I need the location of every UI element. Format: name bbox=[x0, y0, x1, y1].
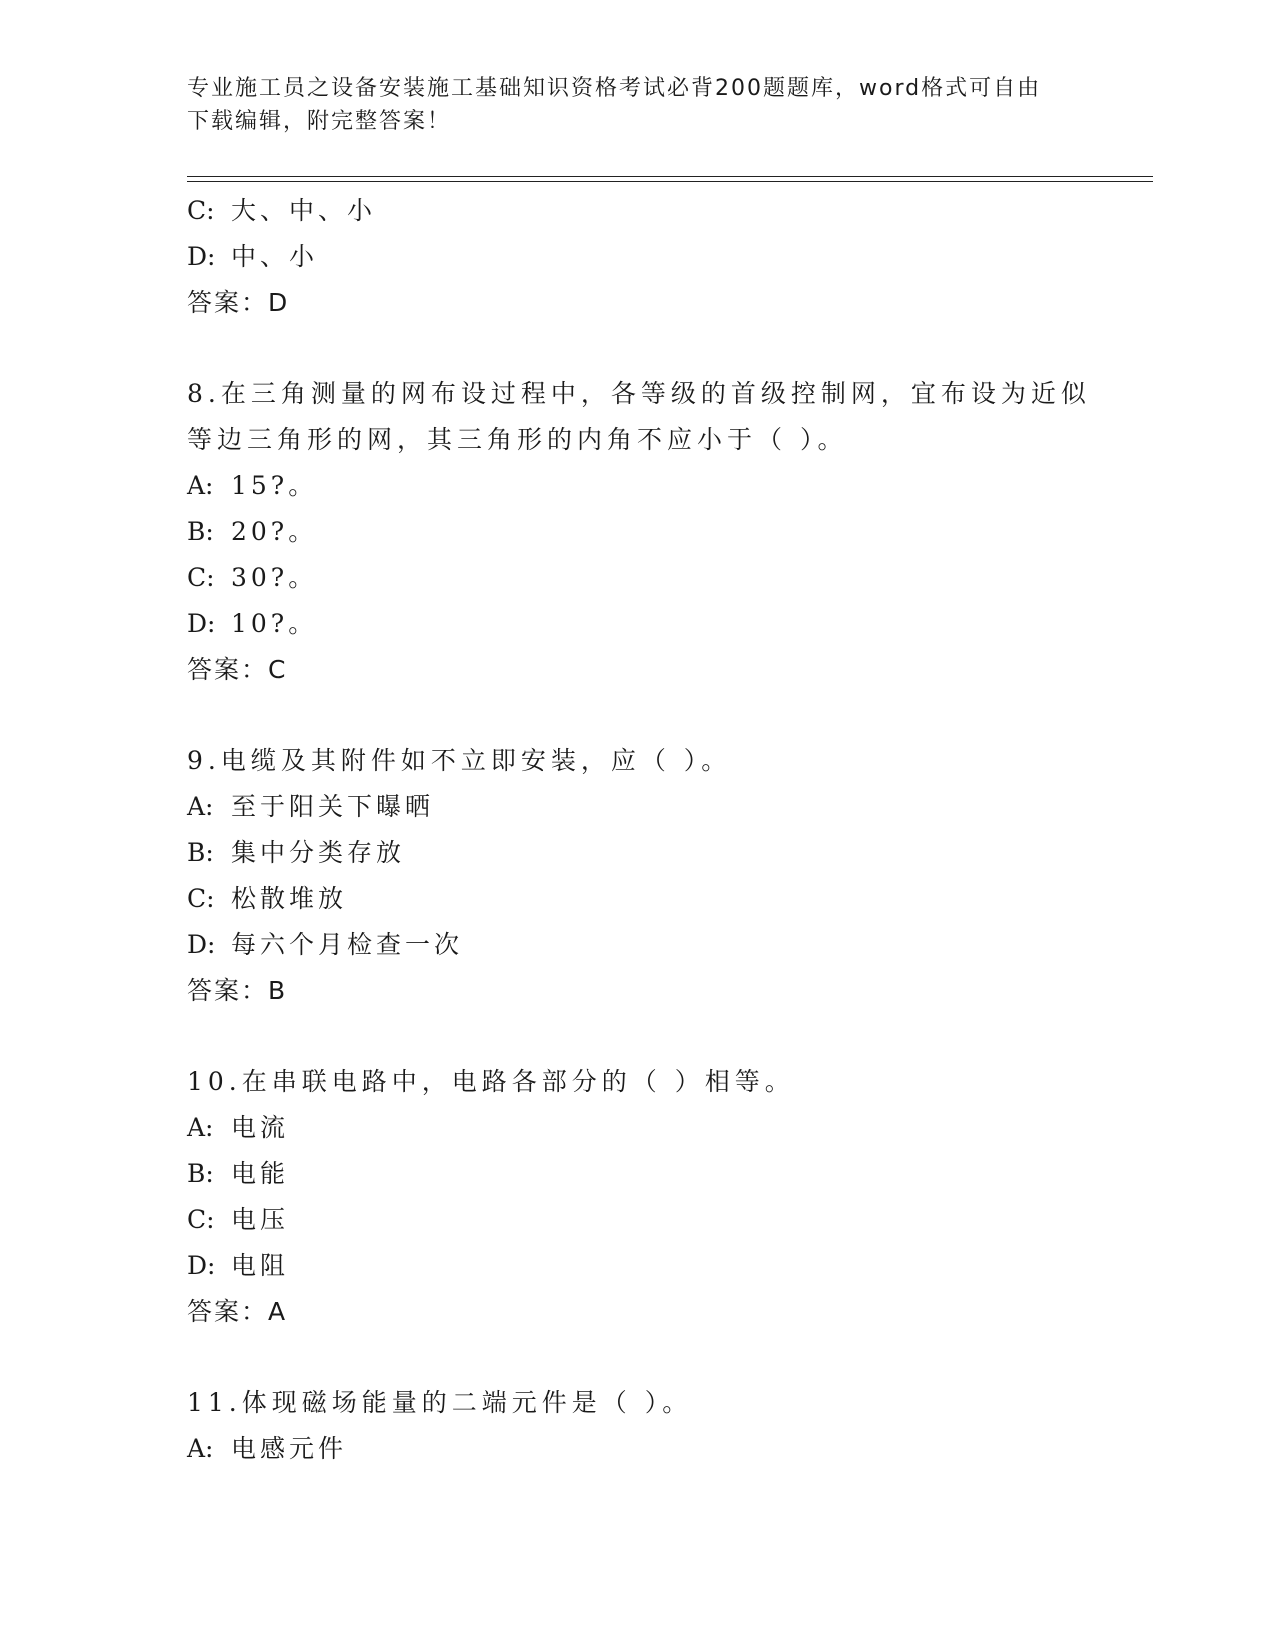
question-stem-line-1: 11.体现磁场能量的二端元件是（ ）。 bbox=[187, 1388, 693, 1417]
question-block-10 bbox=[187, 1059, 1067, 1335]
option-key: A: bbox=[187, 1113, 214, 1142]
option-text: 集中分类存放 bbox=[231, 838, 406, 867]
spacer bbox=[187, 693, 1067, 738]
answer-line: 答案：B bbox=[187, 976, 288, 1005]
option-key: D: bbox=[187, 242, 216, 271]
option-key: B: bbox=[187, 1159, 214, 1188]
spacer bbox=[187, 1335, 1067, 1380]
header-title-line-1: 专业施工员之设备安装施工基础知识资格考试必背200题题库，word格式可自由 bbox=[187, 76, 1042, 101]
spacer bbox=[187, 1014, 1067, 1059]
option-key: C: bbox=[187, 196, 215, 225]
option-key: C: bbox=[187, 563, 215, 592]
option-text: 15?。 bbox=[231, 471, 318, 500]
question-block-8 bbox=[187, 371, 1091, 693]
option-text: 电能 bbox=[231, 1159, 290, 1188]
spacer bbox=[187, 326, 1067, 371]
option-text: 大、中、小 bbox=[231, 196, 377, 225]
option-text: 20?。 bbox=[231, 517, 318, 546]
option-c bbox=[187, 188, 1067, 234]
option-text: 电压 bbox=[231, 1205, 290, 1234]
answer-line: 答案：A bbox=[187, 1297, 288, 1326]
answer-line: 答案：C bbox=[187, 655, 288, 684]
document-header bbox=[187, 72, 1067, 138]
question-stem-line-1: 9.电缆及其附件如不立即安装，应（ ）。 bbox=[187, 746, 732, 775]
option-a bbox=[187, 463, 1067, 509]
header-divider-top bbox=[187, 176, 1153, 177]
option-c bbox=[187, 555, 1067, 601]
question-block-9 bbox=[187, 738, 1067, 1014]
option-b bbox=[187, 830, 1067, 876]
answer-line: 答案：D bbox=[187, 288, 290, 317]
option-key: D: bbox=[187, 1251, 216, 1280]
option-key: D: bbox=[187, 609, 216, 638]
option-key: A: bbox=[187, 792, 214, 821]
question-stem-line-2: 等边三角形的网，其三角形的内角不应小于（ ）。 bbox=[187, 425, 848, 454]
option-text: 中、小 bbox=[231, 242, 319, 271]
option-text: 电阻 bbox=[231, 1251, 290, 1280]
option-a bbox=[187, 784, 1067, 830]
option-d bbox=[187, 1243, 1067, 1289]
option-text: 松散堆放 bbox=[231, 884, 348, 913]
header-divider-bottom bbox=[187, 181, 1153, 182]
option-a bbox=[187, 1105, 1067, 1151]
option-a bbox=[187, 1426, 1067, 1472]
option-d bbox=[187, 922, 1067, 968]
option-c bbox=[187, 876, 1067, 922]
option-text: 每六个月检查一次 bbox=[231, 930, 464, 959]
option-key: C: bbox=[187, 884, 215, 913]
option-key: C: bbox=[187, 1205, 215, 1234]
option-key: A: bbox=[187, 471, 214, 500]
question-stem-line-1: 10.在串联电路中，电路各部分的（ ）相等。 bbox=[187, 1067, 795, 1096]
option-text: 电感元件 bbox=[231, 1434, 348, 1463]
option-b bbox=[187, 509, 1067, 555]
question-list bbox=[187, 188, 1091, 1472]
option-text: 10?。 bbox=[231, 609, 318, 638]
option-text: 30?。 bbox=[231, 563, 318, 592]
question-block-11 bbox=[187, 1380, 1067, 1472]
option-b bbox=[187, 1151, 1067, 1197]
option-d bbox=[187, 601, 1067, 647]
question-block-7 bbox=[187, 188, 1067, 326]
option-text: 至于阳关下曝晒 bbox=[231, 792, 435, 821]
question-stem-line-1: 8.在三角测量的网布设过程中，各等级的首级控制网，宜布设为近似 bbox=[187, 379, 1091, 408]
option-key: B: bbox=[187, 517, 214, 546]
option-d bbox=[187, 234, 1067, 280]
option-text: 电流 bbox=[231, 1113, 290, 1142]
header-title-line-2: 下载编辑，附完整答案！ bbox=[187, 109, 452, 134]
option-key: A: bbox=[187, 1434, 214, 1463]
option-c bbox=[187, 1197, 1067, 1243]
option-key: D: bbox=[187, 930, 216, 959]
option-key: B: bbox=[187, 838, 214, 867]
